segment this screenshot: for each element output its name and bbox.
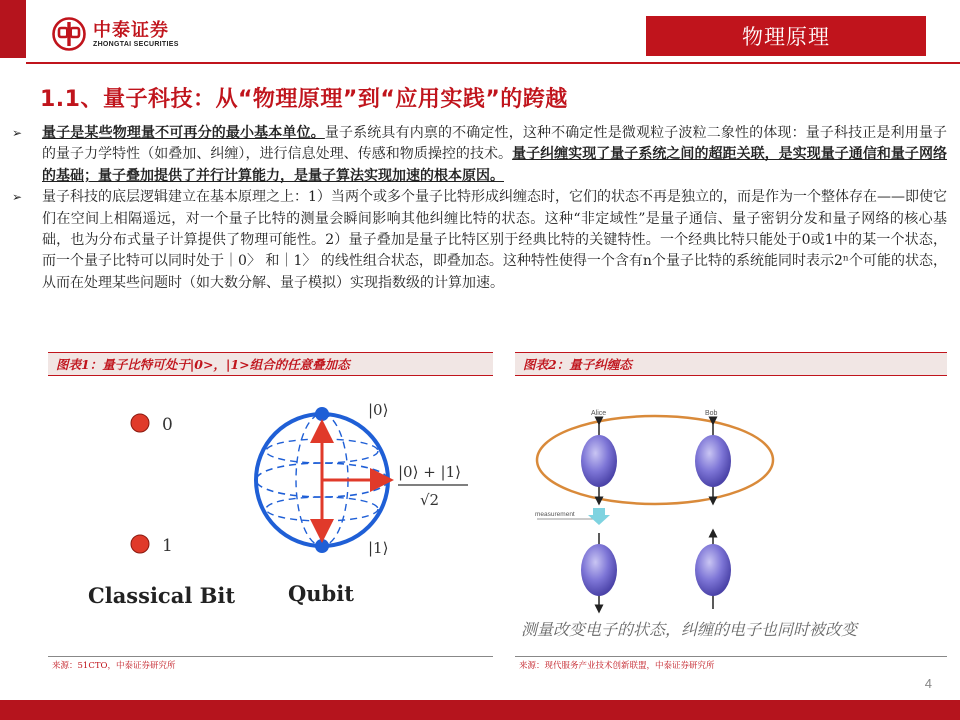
figure-2-caption: 图表2：量子纠缠态 [515,352,947,376]
entanglement-note: 测量改变电子的状态，纠缠的电子也同时被改变 [521,620,858,639]
bloch-sphere [256,407,388,553]
bullet-list [12,123,947,294]
ket-one-label: |1⟩ [368,539,389,557]
arrow-bullet-icon: ➢ [12,126,23,140]
electron-bob-bottom [695,533,731,609]
qubit-pole-one [315,539,329,553]
company-logo [52,17,179,51]
classical-bit-zero-dot [131,414,149,432]
header-divider [26,62,960,64]
footer-red-bar [0,700,960,720]
classical-bit-label: Classical Bit [88,583,236,608]
figure-1-caption: 图表1：量子比特可处于|0>，|1>组合的任意叠加态 [48,352,493,376]
figure-1-qubit-diagram [48,385,493,655]
page-title: 1.1、量子科技：从“物理原理”到“应用实践”的跨越 [40,87,568,112]
classical-bit-zero-label: 0 [162,415,173,435]
figure-2-source: 来源：现代服务产业技术创新联盟，中泰证券研究所 [519,661,715,671]
ket-zero-label: |0⟩ [368,401,389,419]
bullet-2-text: 量子科技的底层逻辑建立在基本原理之上：1）当两个或多个量子比特形成纠缠态时，它们的状态不再是独立的，而是作为一个整体存在——即使它们在空间上相隔遥远，对一个量子比特的测量会瞬间影响其他纠缠比特的状态。这种“非定域性”是量子通信、量子密钥分发和量子网络的核心基础，也为分布式量子计算提供了物理可能性。2）量子叠加是量子比特区别于经典比特的关键特性。一个经典比特只能处于0或1中的某一个状态，而一个量子比特可以同时处于｜0〉 和｜1〉 的线性组合状态，即叠加态。这种特性使得一个含有n个量子比特的系统能同时表示2ⁿ个可能的状态，从而在处理某些问题时（如大数分解、量子模拟）实现指数级的计算加速。 [42,189,947,291]
bob-label: Bob [705,410,718,417]
qubit-label: Qubit [288,581,354,606]
section-tag: 物理原理 [646,16,926,56]
zhongtai-logo-icon [52,17,86,51]
classical-bit-one-label: 1 [162,536,173,556]
bullet-1-tail: 量子纠缠实现了量子系统之间的超距关联，是实现量子通信和量子网络的基础；量子叠加提供了并行计算能力，是量子算法实现加速的根本原因。 [42,146,947,184]
classical-bit-one-dot [131,535,149,553]
electron-alice-bottom [581,533,617,609]
measurement-arrow-icon [588,508,610,525]
logo-chinese-name: 中泰证券 [93,19,169,41]
measurement-label: measurement [535,511,575,518]
superposition-denominator: √2 [420,491,440,509]
figure-2-entanglement-diagram [515,385,947,655]
bullet-item-1 [12,123,947,187]
figure-1-source: 来源：51CTO，中泰证券研究所 [52,661,176,671]
superposition-numerator: |0⟩ + |1⟩ [398,463,462,481]
electron-alice-top [581,421,617,501]
alice-label: Alice [591,410,607,417]
bullet-1-text: 量子系统具有内禀的不确定性，这种不确定性是微观粒子波粒二象性的体现：量子科技正是利用量子的量子力学特性（如叠加、纠缠），进行信息处理、传感和物质操控的技术。 [42,125,947,163]
arrow-bullet-icon: ➢ [12,190,23,205]
page-number: 4 [924,676,932,691]
source-divider-2 [515,656,947,657]
bullet-item-2 [12,187,947,294]
header-red-strip [0,0,26,58]
qubit-pole-zero [315,407,329,421]
entanglement-ellipse [537,416,773,504]
logo-english-name: ZHONGTAI SECURITIES [93,40,179,48]
electron-bob-top [695,421,731,501]
bullet-1-lead: 量子是某些物理量不可再分的最小基本单位。 [42,125,325,141]
source-divider-1 [48,656,493,657]
